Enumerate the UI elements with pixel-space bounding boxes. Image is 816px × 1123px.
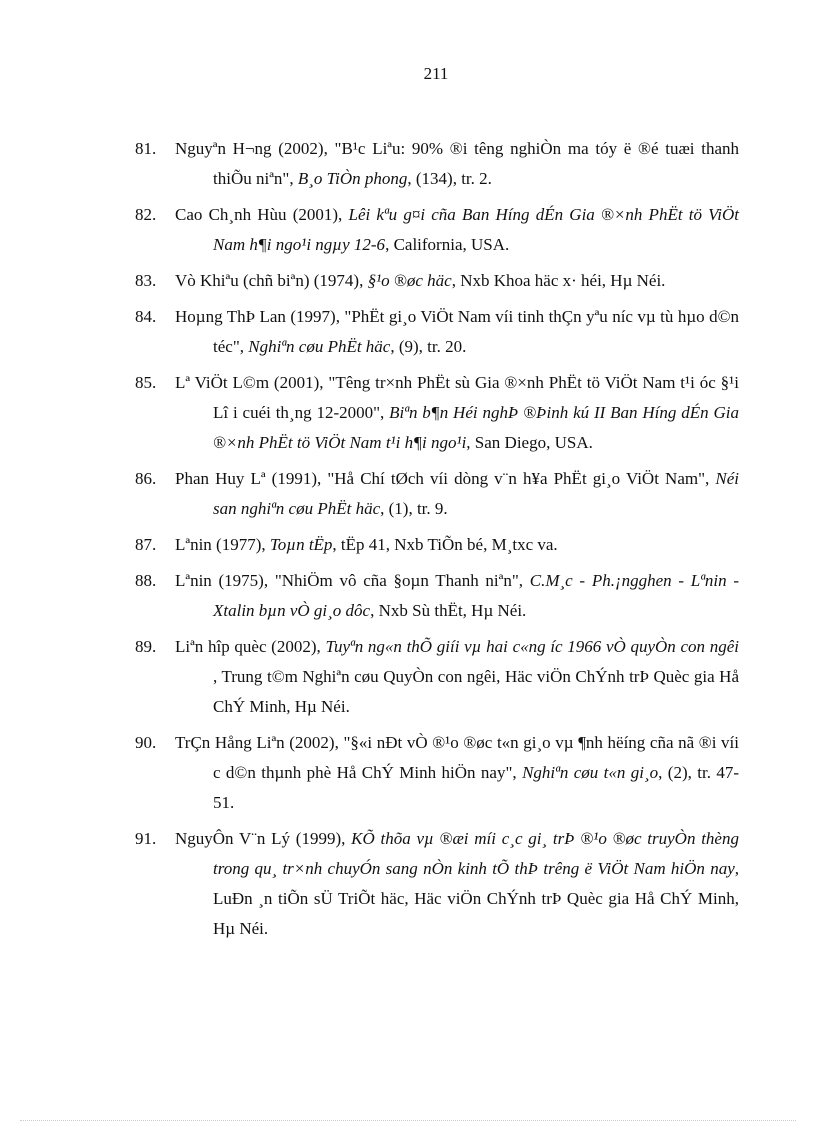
reference-title-italic: B¸o TiÒn phong (297, 169, 408, 188)
reference-number: 91. (135, 829, 157, 848)
reference-title-italic: Toµn tËp (269, 535, 333, 554)
reference-title-italic: Nghiªn cøu PhËt häc (248, 337, 391, 356)
reference-number: 90. (135, 733, 157, 752)
reference-text-segment: , Nxb Sù thËt, Hµ Néi. (370, 601, 527, 620)
reference-text-segment: Liªn hîp quèc (2002), (175, 637, 326, 656)
reference-text-segment: , San Diego, USA. (466, 433, 593, 452)
reference-number: 87. (135, 535, 157, 554)
reference-title-italic: §¹o ®øc häc (367, 271, 452, 290)
reference-item (135, 266, 739, 296)
reference-text-segment: , tËp 41, Nxb TiÕn bé, M¸txc va. (332, 535, 558, 554)
reference-text-segment: , (134), tr. 2. (407, 169, 492, 188)
reference-title-italic: Tuyªn ng«n thÕ giíi vµ hai c«ng íc 1966 vÒ quyÒn con ngêi (325, 637, 739, 656)
reference-number: 82. (135, 205, 157, 224)
reference-item (135, 632, 739, 722)
reference-text-segment: , Trung t©m Nghiªn cøu QuyÒn con ngêi, Häc viÖn ChÝnh trÞ Quèc gia Hå ChÝ Minh, Hµ Néi. (213, 667, 739, 716)
reference-text (175, 728, 739, 818)
reference-title-italic: Néi san nghiªn cøu PhËt häc (213, 469, 739, 518)
reference-title-italic: Lêi kªu g¤i cña Ban Híng dÉn Gia ®×nh PhËt tö ViÖt Nam h¶i ngo¹i ngµy 12-6 (213, 205, 739, 254)
page-number: 211 (423, 64, 449, 83)
reference-number: 89. (135, 637, 157, 656)
reference-number: 86. (135, 469, 157, 488)
reference-number: 84. (135, 307, 157, 326)
footer-divider (20, 1120, 796, 1121)
reference-text (175, 368, 739, 458)
reference-text-segment: , (9), tr. 20. (390, 337, 467, 356)
reference-text (175, 566, 739, 626)
reference-text (175, 632, 739, 722)
reference-item (135, 566, 739, 626)
reference-item (135, 728, 739, 818)
reference-text (175, 134, 739, 194)
reference-text-segment: Lªnin (1975), "NhiÖm vô cña §oµn Thanh niªn", (175, 571, 530, 590)
reference-list (135, 134, 739, 950)
reference-text-segment: Nguyªn H¬ng (2002), "B¹c Liªu: 90% ®i têng nghiÒn ma tóy ë ®é tuæi thanh thiÕu niªn", (175, 139, 739, 188)
reference-text-segment: Lª ViÖt L©m (2001), "Têng tr×nh PhËt sù Gia ®×nh PhËt tö ViÖt Nam t¹i óc §¹i Lî i cuéi th¸ng 12-2000", (175, 373, 739, 422)
reference-text (175, 200, 739, 260)
reference-text-segment: Cao Ch¸nh Hùu (2001), (175, 205, 349, 224)
reference-title-italic: Biªn b¶n Héi nghÞ ®Þinh kú II Ban Híng dÉn Gia ®×nh PhËt tö ViÖt Nam t¹i h¶i ngo¹i (213, 403, 739, 452)
reference-number: 85. (135, 373, 157, 392)
reference-text (175, 530, 739, 560)
reference-text-segment: , California, USA. (385, 235, 510, 254)
reference-text-segment: Phan Huy Lª (1991), "Hå Chí tØch víi dòng v¨n h¥a PhËt gi¸o ViÖt Nam", (175, 469, 716, 488)
reference-text (175, 302, 739, 362)
reference-title-italic: C.M¸c - Ph.¡ngghen - Lªnin - Xtalin bµn vÒ gi¸o dôc (213, 571, 739, 620)
reference-text-segment: Lªnin (1977), (175, 535, 270, 554)
reference-text-segment: , (2), tr. 47-51. (213, 763, 739, 812)
reference-text (175, 824, 739, 944)
reference-text (175, 464, 739, 524)
reference-item (135, 134, 739, 194)
reference-number: 81. (135, 139, 157, 158)
reference-number: 83. (135, 271, 157, 290)
reference-item (135, 824, 739, 944)
reference-text-segment: , (1), tr. 9. (380, 499, 448, 518)
reference-text-segment: , Nxb Khoa häc x· héi, Hµ Néi. (451, 271, 666, 290)
reference-title-italic: KÕ thõa vµ ®æi míi c¸c gi¸ trÞ ®¹o ®øc truyÒn thèng trong qu¸ tr×nh chuyÓn sang nÒn kinh tÕ thÞ trêng ë ViÖt Nam hiÖn nay (213, 829, 739, 878)
reference-text (175, 266, 739, 296)
reference-number: 88. (135, 571, 157, 590)
reference-item (135, 368, 739, 458)
reference-item (135, 464, 739, 524)
reference-text-segment: , LuÐn ¸n tiÕn sÜ TriÕt häc, Häc viÖn ChÝnh trÞ Quèc gia Hå ChÝ Minh, Hµ Néi. (213, 859, 739, 938)
reference-item (135, 200, 739, 260)
reference-text-segment: TrÇn Hång Liªn (2002), "§«i nÐt vÒ ®¹o ®øc t«n gi¸o vµ ¶nh hëíng cña nã ®i víi c d©n thµnh phè Hå ChÝ Minh hiÖn nay", (175, 733, 739, 782)
reference-text-segment: NguyÔn V¨n Lý (1999), (175, 829, 352, 848)
reference-item (135, 302, 739, 362)
reference-text-segment: Hoµng ThÞ Lan (1997), "PhËt gi¸o ViÖt Nam víi tinh thÇn yªu níc vµ tù hµo d©n téc", (175, 307, 739, 356)
reference-title-italic: Nghiªn cøu t«n gi¸o (522, 763, 659, 782)
reference-item (135, 530, 739, 560)
reference-text-segment: Vò Khiªu (chñ biªn) (1974), (175, 271, 368, 290)
